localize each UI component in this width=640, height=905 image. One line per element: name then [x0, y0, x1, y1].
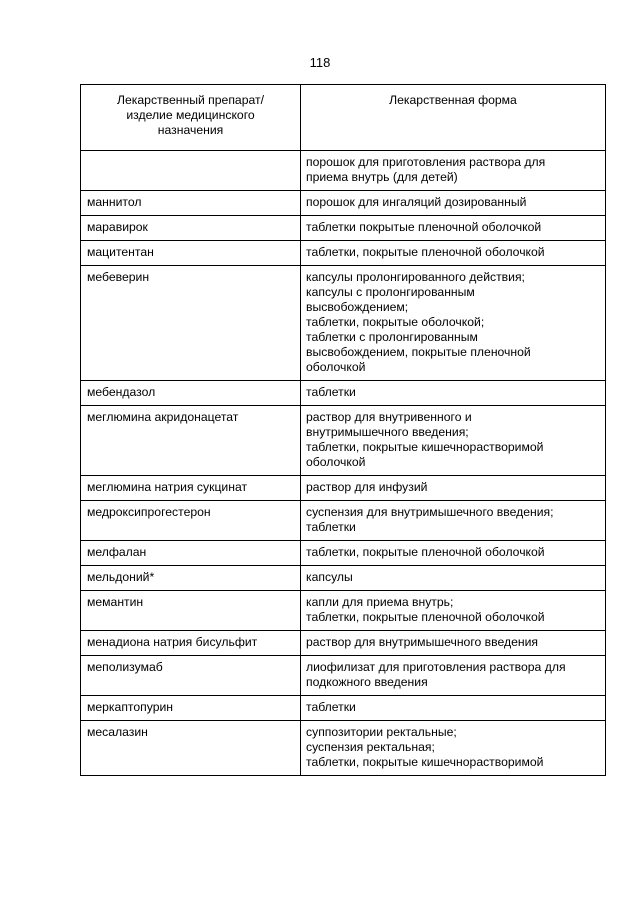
- header-text-line: Лекарственный препарат/: [117, 93, 264, 107]
- table-row: [81, 631, 606, 656]
- table-row: [81, 241, 606, 266]
- table-row: [81, 381, 606, 406]
- header-text-line: Лекарственная форма: [389, 93, 517, 107]
- dosage-form-cell: [301, 501, 606, 541]
- drug-name: маравирок: [87, 220, 148, 234]
- drug-name-cell: [81, 631, 301, 656]
- table-row: [81, 266, 606, 381]
- table-row: [81, 656, 606, 696]
- drug-name: меглюмина акридонацетат: [87, 410, 239, 424]
- drug-name-cell: [81, 266, 301, 381]
- dosage-form-line: таблетки: [306, 520, 356, 534]
- drug-name-cell: [81, 381, 301, 406]
- column-header-drug: [81, 85, 301, 151]
- dosage-form-line: суппозитории ректальные;: [306, 725, 457, 739]
- dosage-form-cell: [301, 191, 606, 216]
- dosage-form-line: таблетки, покрытые оболочкой;: [306, 315, 485, 329]
- drug-name-cell: [81, 476, 301, 501]
- table-row: [81, 191, 606, 216]
- table-row: [81, 721, 606, 776]
- dosage-form-line: высвобождением;: [306, 300, 409, 314]
- table-row: [81, 406, 606, 476]
- page-number: 118: [309, 55, 331, 70]
- dosage-form-line: оболочкой: [306, 360, 366, 374]
- dosage-form-line: порошок для ингаляций дозированный: [306, 195, 527, 209]
- table-row: [81, 696, 606, 721]
- drug-table: [80, 84, 606, 776]
- dosage-form-cell: [301, 266, 606, 381]
- drug-name: меполизумаб: [87, 660, 163, 674]
- table-row: [81, 151, 606, 191]
- dosage-form-line: порошок для приготовления раствора для: [306, 155, 546, 169]
- table-row: [81, 216, 606, 241]
- dosage-form-line: таблетки покрытые пленочной оболочкой: [306, 220, 542, 234]
- dosage-form-cell: [301, 656, 606, 696]
- table-body: [81, 151, 606, 776]
- dosage-form-line: капсулы: [306, 570, 353, 584]
- dosage-form-cell: [301, 216, 606, 241]
- table-header-row: [81, 85, 606, 151]
- drug-name-cell: [81, 216, 301, 241]
- dosage-form-line: таблетки, покрытые пленочной оболочкой: [306, 245, 545, 259]
- table-row: [81, 591, 606, 631]
- dosage-form-line: внутримышечного введения;: [306, 425, 469, 439]
- dosage-form-line: суспензия ректальная;: [306, 740, 435, 754]
- drug-name: меркаптопурин: [87, 700, 174, 714]
- dosage-form-cell: [301, 406, 606, 476]
- drug-name: месалазин: [87, 725, 148, 739]
- dosage-form-line: капсулы пролонгированного действия;: [306, 270, 525, 284]
- drug-name-cell: [81, 541, 301, 566]
- dosage-form-line: таблетки, покрытые кишечнорастворимой: [306, 755, 544, 769]
- dosage-form-line: оболочкой: [306, 455, 366, 469]
- drug-name: менадиона натрия бисульфит: [87, 635, 258, 649]
- dosage-form-line: капли для приема внутрь;: [306, 595, 454, 609]
- dosage-form-cell: [301, 151, 606, 191]
- drug-name-cell: [81, 151, 301, 191]
- dosage-form-line: таблетки: [306, 700, 356, 714]
- drug-name: медроксипрогестерон: [87, 505, 211, 519]
- dosage-form-line: суспензия для внутримышечного введения;: [306, 505, 554, 519]
- table-row: [81, 501, 606, 541]
- drug-name: мелфалан: [87, 545, 147, 559]
- table-row: [81, 476, 606, 501]
- dosage-form-cell: [301, 381, 606, 406]
- drug-name-cell: [81, 191, 301, 216]
- table-row: [81, 541, 606, 566]
- dosage-form-line: приема внутрь (для детей): [306, 170, 458, 184]
- header-text-line: изделие медицинского: [126, 108, 255, 122]
- dosage-form-cell: [301, 696, 606, 721]
- table-row: [81, 566, 606, 591]
- dosage-form-line: лиофилизат для приготовления раствора для: [306, 660, 566, 674]
- drug-name: мебеверин: [87, 270, 150, 284]
- dosage-form-cell: [301, 566, 606, 591]
- dosage-form-cell: [301, 631, 606, 656]
- drug-name-cell: [81, 696, 301, 721]
- dosage-form-line: таблетки с пролонгированным: [306, 330, 478, 344]
- column-header-form: [301, 85, 606, 151]
- dosage-form-cell: [301, 541, 606, 566]
- dosage-form-cell: [301, 241, 606, 266]
- dosage-form-line: капсулы с пролонгированным: [306, 285, 475, 299]
- dosage-form-line: таблетки: [306, 385, 356, 399]
- drug-name-cell: [81, 721, 301, 776]
- drug-name: маннитол: [87, 195, 142, 209]
- drug-name-cell: [81, 566, 301, 591]
- dosage-form-cell: [301, 721, 606, 776]
- dosage-form-line: раствор для инфузий: [306, 480, 428, 494]
- drug-name: мебендазол: [87, 385, 156, 399]
- header-text-line: назначения: [157, 123, 224, 137]
- drug-name-cell: [81, 591, 301, 631]
- drug-name: мацитентан: [87, 245, 154, 259]
- drug-name-cell: [81, 656, 301, 696]
- drug-name-cell: [81, 406, 301, 476]
- drug-name-cell: [81, 501, 301, 541]
- dosage-form-line: таблетки, покрытые пленочной оболочкой: [306, 545, 545, 559]
- drug-name: мемантин: [87, 595, 144, 609]
- dosage-form-line: подкожного введения: [306, 675, 428, 689]
- dosage-form-cell: [301, 476, 606, 501]
- dosage-form-line: раствор для внутривенного и: [306, 410, 472, 424]
- dosage-form-cell: [301, 591, 606, 631]
- dosage-form-line: таблетки, покрытые пленочной оболочкой: [306, 610, 545, 624]
- drug-name-cell: [81, 241, 301, 266]
- dosage-form-line: высвобождением, покрытые пленочной: [306, 345, 531, 359]
- drug-name: меглюмина натрия сукцинат: [87, 480, 248, 494]
- drug-name: мельдоний*: [87, 570, 155, 584]
- dosage-form-line: раствор для внутримышечного введения: [306, 635, 539, 649]
- dosage-form-line: таблетки, покрытые кишечнорастворимой: [306, 440, 544, 454]
